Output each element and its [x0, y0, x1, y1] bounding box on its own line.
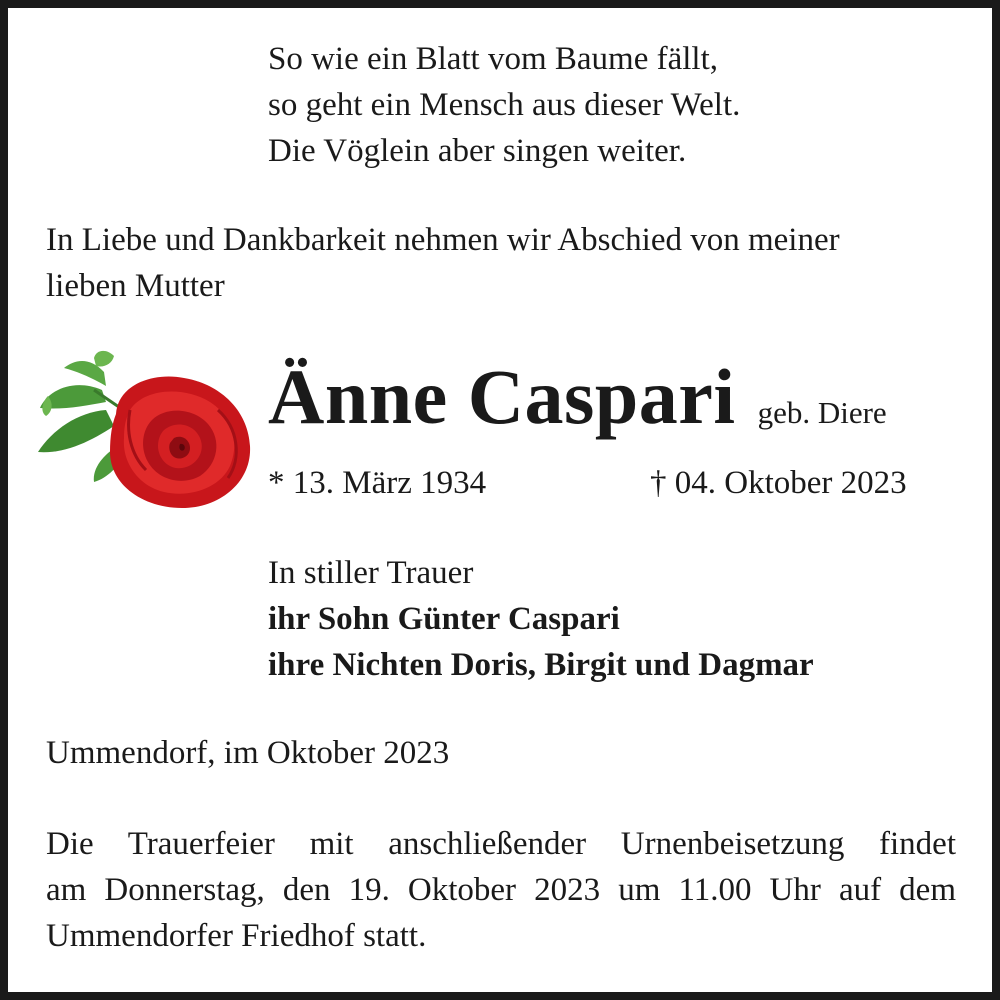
funeral-line: Die Trauerfeier mit anschließender Urnenbeisetzung findet: [46, 826, 956, 862]
poem-line: So wie ein Blatt vom Baume fällt,: [268, 41, 719, 77]
intro-line: lieben Mutter: [46, 268, 225, 304]
deceased-name-row: [268, 352, 887, 442]
poem-line: Die Vöglein aber singen weiter.: [268, 133, 687, 169]
funeral-line: Ummendorfer Friedhof statt.: [46, 918, 427, 954]
deceased-name: Änne Caspari: [268, 353, 736, 440]
poem-line: so geht ein Mensch aus dieser Welt.: [268, 87, 741, 123]
intro-text: [46, 217, 840, 309]
funeral-notice: [46, 821, 956, 959]
red-rose-icon: [34, 350, 256, 514]
mourner-name: ihre Nichten Doris, Birgit und Dagmar: [268, 647, 814, 683]
mourner-name: ihr Sohn Günter Caspari: [268, 601, 620, 637]
birth-date: * 13. März 1934: [268, 465, 487, 501]
intro-line: In Liebe und Dankbarkeit nehmen wir Abschied von meiner: [46, 222, 840, 258]
poem: [268, 36, 740, 174]
death-date: † 04. Oktober 2023: [650, 465, 907, 501]
place-date: Ummendorf, im Oktober 2023: [46, 735, 450, 771]
mourners: [268, 550, 814, 688]
maiden-name: geb. Diere: [757, 395, 887, 430]
mourners-heading: In stiller Trauer: [268, 555, 474, 591]
funeral-line: am Donnerstag, den 19. Oktober 2023 um 11.00 Uhr auf dem: [46, 872, 956, 908]
